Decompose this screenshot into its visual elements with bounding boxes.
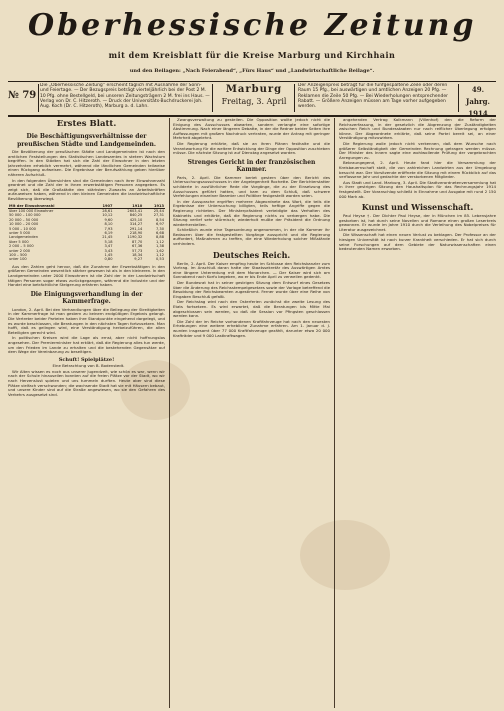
- section-heading: Deutsches Reich.: [212, 249, 291, 260]
- table-cell: 3,47: [104, 244, 113, 249]
- article-headline: Die Beschäftigungsverhältnisse der preußischen Städte und Landgemeinden.: [17, 133, 156, 148]
- article-paragraph: Aus Stadt und Land. Marburg, 3. April. Die Stadtverordnetenversammlung hat in ihrer gestrigen Sitzung den Haushaltsplan für das Rechnungsjahr 1914 festgestellt. Der Voranschlag schließt in Einnahme und Ausgabe mit rund 2 150 000 Mark ab.: [339, 179, 496, 199]
- table-cell: 8,10: [104, 222, 113, 227]
- table-row: [8, 257, 165, 261]
- issue-number: № 79: [8, 90, 37, 101]
- table-cell: unter 5 000: [9, 230, 31, 235]
- table-cell: 0,53: [155, 257, 164, 262]
- table-cell: 87,70: [131, 239, 143, 244]
- table-cell: unter 100: [9, 257, 27, 262]
- article-paragraph: angehenden Vertrag Kolkmann (Villenhof) den die Reform der Reichsverfassung, in der gesetzlich die Abgrenzung der Zuständigkeiten zwischen Reich und Bundesstaaten nur nach reiflicher Überlegung erfolgen könne. Der Abgeordnete erklärte, daß seine Partei bereit sei, an einer Verständigung mitzuwirken.: [339, 118, 496, 141]
- article-paragraph: In den folgenden Übersichten sind die Gemeinden nach ihrer Einwohnerzahl geordnet und die Zahl der in ihnen erwerbstätigen Personen angegeben. Es zeigt sich, daß die Großstädte den stärksten Zuwachs an Arbeitskräften aufzuweisen haben, während in den kleinen Gemeinden die landwirtschaftliche Bevölkerung überwiegt.: [8, 177, 165, 201]
- advertising-info: Der Anzeigenpreis beträgt für die fünfgespaltene Zeile oder deren Raum 15 Pfg., bei auswärtigen und amtlichen Anzeigen 20 Pfg. — Reklamen die Zeile 50 Pfg. — Bei Wiederholungen entsprechender Rabatt. — Größere Anzeigen müssen am Tage vorher aufgegeben werden.: [298, 83, 448, 110]
- table-cell: 2603,41: [127, 208, 143, 213]
- section-heading: Erstes Blatt.: [56, 119, 117, 129]
- table-cell: 1190,32: [127, 235, 143, 240]
- table-cell: Landgemeinden: [9, 235, 39, 240]
- table-cell: 27,31: [153, 213, 164, 218]
- table-cell: 0,80: [104, 257, 113, 262]
- table-cell: 218,90: [129, 230, 143, 235]
- publication-info: Die „Oberhessische Zeitung“ erscheint täglich mit Ausnahme der Sonn- und Feiertage. — Der Bezugspreis beträgt vierteljährlich bei der Post 2 M. 10 Pfg. ohne Bestellgeld, bei unseren Zeitungsträgern 2 M. frei ins Haus. — Verlag von Dr. C. Hitzeroth. — Druck der Universitäts-Buchdruckerei Joh. Aug. Koch (Dr. C. Hitzeroth), Marburg a. d. Lahn.: [40, 83, 210, 110]
- column-1: [8, 118, 165, 708]
- table-cell: 291,14: [129, 226, 143, 231]
- article-paragraph: London, 2. April. Bei den Verhandlungen über die Beilegung der Streitigkeiten in der Kammerfrage ist man gestern zu keinem endgültigen Ergebnis gelangt. Die Vertreter beider Parteien haben ihre Standpunkte eingehend dargelegt, und es wurde beschlossen, die Beratungen in den nächsten Tagen fortzusetzen. Man hofft, daß es gelingen wird, eine Verständigung herbeizuführen, die allen Beteiligten gerecht wird.: [8, 306, 165, 335]
- table-cell: 7,30: [155, 226, 164, 231]
- date: Freitag, 3. April: [221, 97, 287, 106]
- article-paragraph: Paris, 2. April. Die Kammer beriet gestern über den Bericht des Untersuchungsausschusses in der Angelegenheit Rochette. Der Berichterstatter schilderte in ausführlicher Rede die Vorgänge, die zu der Einsetzung des Ausschusses geführt hatten, und kam zu dem Schluß, daß schwere Verfehlungen einzelner Beamter und Politiker festgestellt worden seien.: [173, 174, 330, 199]
- table-cell: 6,68: [155, 230, 164, 235]
- article-paragraph: Berlin, 2. April. Der Kaiser empfing heute im Schlosse den Reichskanzler zum Vortrag. Im Anschluß daran hatte der Staatssekretär des Auswärtigen Amtes eine längere Unterredung mit dem Monarchen. — Der Kaiser wird sich am Sonnabend nach Korfu begeben, wo er bis Ende April zu verweilen gedenkt.: [173, 260, 330, 280]
- table-cell: 425,10: [129, 217, 143, 222]
- table-cell: 28,61: [102, 208, 113, 213]
- masthead-title: Oberhessische Zeitung: [28, 8, 477, 43]
- article-paragraph: Zwangsverwaltung zu gestellen. Die Opposition wollte jedoch nicht die Einigung des Ausschusses abwarten, sondern verlangte eine sofortige Abstimmung. Nach einer längeren Debatte, in der die Redner beider Seiten ihre Auffassungen mit großem Nachdruck vertraten, wurde der Antrag mit geringer Mehrheit abgelehnt.: [173, 118, 330, 141]
- header-rule-bottom: [8, 115, 496, 117]
- statistics-table: [8, 204, 165, 262]
- article-headline: Strenges Gericht in der französischen Kammer.: [187, 158, 316, 174]
- table-cell: 1,12: [155, 253, 164, 257]
- table-cell: 21,45: [102, 235, 113, 240]
- article-headline: Die Einigungsverhandlung in der Kammerfrage.: [30, 290, 143, 306]
- header-divider: [294, 84, 295, 112]
- article-paragraph: Der Reichstag wird nach den Osterferien zunächst die zweite Lesung des Etats fortsetzen. Es wird erwartet, daß die Beratungen bis Mitte Mai abgeschlossen sein werden, so daß die Session vor Pfingsten geschlossen werden kann.: [173, 299, 330, 319]
- table-header-cell: Mit der Einwohnerzahl: [8, 204, 92, 209]
- table-cell: 6,97: [155, 222, 164, 227]
- volume: 49. Jahrg.: [466, 85, 490, 106]
- table-cell: 20 000 – 50 000: [9, 217, 39, 222]
- table-cell: 10 000 – 20 000: [9, 222, 39, 227]
- place: Marburg: [225, 84, 283, 95]
- article-paragraph: Die Zahl der im Reiche vorhandenen Kraftfahrzeuge hat nach den neuesten Erhebungen eine weitere erhebliche Zunahme erfahren. Am 1. Januar d. J. wurden insgesamt über 77 000 Kraftfahrzeuge gezählt, darunter etwa 20 000 Krafträder und 9 000 Lastkraftwagen.: [173, 318, 330, 338]
- article-paragraph: In der Aussprache ergriffen mehrere Abgeordnete das Wort, die teils die Ergebnisse der Untersuchung billigten, teils heftige Angriffe gegen die Regierung richteten. Der Ministerpräsident verteidigte das Verhalten des Kabinetts und erklärte, daß die Regierung nichts zu verbergen habe. Die Sitzung verlief sehr stürmisch; wiederholt mußte der Präsident die Ordnung wiederherstellen.: [173, 198, 330, 227]
- table-cell: 314,27: [129, 222, 143, 227]
- table-cell: 8,88: [155, 235, 164, 240]
- table-cell: 9,27: [134, 257, 143, 262]
- masthead-supplements: und den Beilagen: „Nach Feierabend“, „Fürs Haus“ und „Landwirtschaftliche Beilage“.: [129, 68, 375, 74]
- table-cell: 1,12: [155, 239, 164, 244]
- article-paragraph: Paul Heyse †. Der Dichter Paul Heyse, der in München im 85. Lebensjahre gestorben ist, hat durch seine Novellen und Romane einen großen Leserkreis gewonnen. Er wurde im Jahre 1910 durch die Verleihung des Nobelpreises für Literatur ausgezeichnet.: [339, 213, 496, 232]
- header-divider: [38, 84, 39, 112]
- article-headline: Schuft! Spielplätze!: [58, 356, 115, 363]
- table-cell: 9,60: [104, 217, 113, 222]
- article-paragraph: Bebraungegend, 2. April. Heute fand hier die Versammlung der Kreisbauernschaft statt, die von zahlreichen Landwirten aus der Umgebung besucht war. Der Vorsitzende eröffnete die Sitzung mit einem Rückblick auf das verflossene Jahr und gedachte der verstorbenen Mitglieder.: [339, 160, 496, 180]
- article-paragraph: Der Bundesrat hat in seiner gestrigen Sitzung dem Entwurf eines Gesetzes über die Änderung des Reichsstempelgesetzes sowie der Vorlage betreffend die Besoldung der Reichsbeamten zugestimmt. Ferner wurde über eine Reihe von Eingaben Beschluß gefaßt.: [173, 280, 330, 299]
- masthead-subtitle: mit dem Kreisblatt für die Kreise Marburg und Kirchhain: [108, 50, 396, 60]
- place-date: [216, 83, 292, 108]
- article-paragraph: Die Wissenschaft hat einen neuen Verlust zu beklagen. Der Professor an der hiesigen Universität ist nach kurzer Krankheit verschieden. Er hat sich durch seine Forschungen auf dem Gebiete der Naturwissenschaften einen bedeutenden Namen erworben.: [339, 232, 496, 252]
- table-cell: 10,12: [102, 213, 113, 218]
- table-cell: 7,93: [104, 226, 113, 231]
- table-cell: 5,18: [104, 239, 113, 244]
- table-cell: 840,25: [129, 213, 143, 218]
- table-cell: 6,19: [104, 230, 113, 235]
- table-header-cell: 1913: [143, 204, 165, 209]
- table-cell: 57,73: [131, 248, 143, 253]
- table-cell: 5 000 – 10 000: [9, 226, 36, 231]
- article-paragraph: Die Regierung erklärte, daß sie an ihren Plänen festhalte und die Verantwortung für die weitere Entwicklung der Dinge der Opposition zuschieben müsse. Die nächste Sitzung ist auf Dienstag angesetzt worden.: [173, 140, 330, 156]
- article-paragraph: Die Bevölkerung der preußischen Städte und Landgemeinden ist nach den amtlichen Feststellungen des Statistischen Landesamtes in stetem Wachstum begriffen. In den Städten hat sich die Zahl der Einwohner in den letzten Jahrzehnten erheblich vermehrt, während die ländlichen Gemeinden teilweise einen Rückgang aufweisen. Die Ergebnisse der Berufszählung geben hierüber näheren Aufschluß.: [8, 149, 165, 177]
- article-paragraph: Schließlich wurde eine Tagesordnung angenommen, in der die Kammer ihr Bedauern über die festgestellten Vorgänge ausspricht und die Regierung auffordert, Maßnahmen zu treffen, die eine Wiederholung solcher Mißstände verhindern.: [173, 227, 330, 247]
- table-cell: 25,44: [153, 208, 164, 213]
- table-cell: 100 – 500: [9, 253, 27, 257]
- column-rule: [334, 118, 335, 708]
- article-paragraph: Aus den Zahlen geht hervor, daß die Zunahme der Erwerbstätigen in den größeren Gemeinden wesentlich stärker gewesen ist als in den kleineren. In den Landgemeinden unter 2000 Einwohnern ist die Zahl der in der Landwirtschaft tätigen Personen sogar etwas zurückgegangen, während die Industrie und der Handel eine beträchtliche Steigerung erfahren haben.: [8, 263, 165, 288]
- article-byline: Eine Betrachtung von B. Bodenstedt.: [52, 363, 125, 369]
- column-2: [173, 118, 330, 708]
- table-header-cell: 1907: [92, 204, 114, 209]
- table-cell: 3,43: [104, 248, 113, 253]
- section-heading: Kunst und Wissenschaft.: [361, 202, 474, 213]
- table-cell: über 100 000 Einwohner: [9, 208, 54, 213]
- column-3: [339, 118, 496, 708]
- table-cell: 18,34: [131, 253, 143, 257]
- header-divider: [458, 84, 459, 112]
- table-cell: unter 2 000: [9, 248, 31, 253]
- table-cell: 1,62: [155, 248, 164, 253]
- article-paragraph: Die Regierung wolle jedoch nicht verkennen, daß dem Wunsche nach größerer Selbständigkeit der Gemeinden Rechnung getragen werden müsse. Der Minister des Innern sagte eine wohlwollende Prüfung der vorgebrachten Anregungen zu.: [339, 140, 496, 160]
- table-cell: 8,54: [155, 217, 164, 222]
- table-cell: 1,38: [155, 244, 164, 249]
- column-rule: [169, 118, 170, 708]
- header-info-row: [8, 82, 496, 118]
- article-paragraph: In politischen Kreisen wird die Lage als ernst, aber nicht hoffnungslos angesehen. Der Premierminister hat erklärt, daß die Regierung alles tun werde, um den Frieden im Lande zu erhalten und die bestehenden Gegensätze auf dem Wege der Vereinbarung zu beseitigen.: [8, 335, 165, 355]
- header-divider: [212, 84, 213, 112]
- table-cell: 2 000 – 5 000: [9, 244, 34, 249]
- table-cell: 50 000 – 100 000: [9, 213, 41, 218]
- table-cell: 67,36: [131, 244, 143, 249]
- year: 1914: [468, 109, 488, 118]
- table-cell: über 5 000: [9, 239, 29, 244]
- table-cell: 1,45: [104, 253, 113, 257]
- table-header-cell: 1910: [114, 204, 144, 209]
- article-paragraph: Wir Alten wissen es noch aus unserer Jugendzeit, wie schön es war, wenn wir nach der Schule hinauseilen konnten auf die freien Plätze vor der Stadt, wo wir nach Herzenslust spielen und uns tummeln durften. Heute aber sind diese Plätze vielfach verschwunden; die wachsende Stadt hat sie mit Häusern bebaut, und unsere Kinder sind auf die Straße angewiesen, wo sie den Gefahren des Verkehrs ausgesetzt sind.: [8, 368, 165, 397]
